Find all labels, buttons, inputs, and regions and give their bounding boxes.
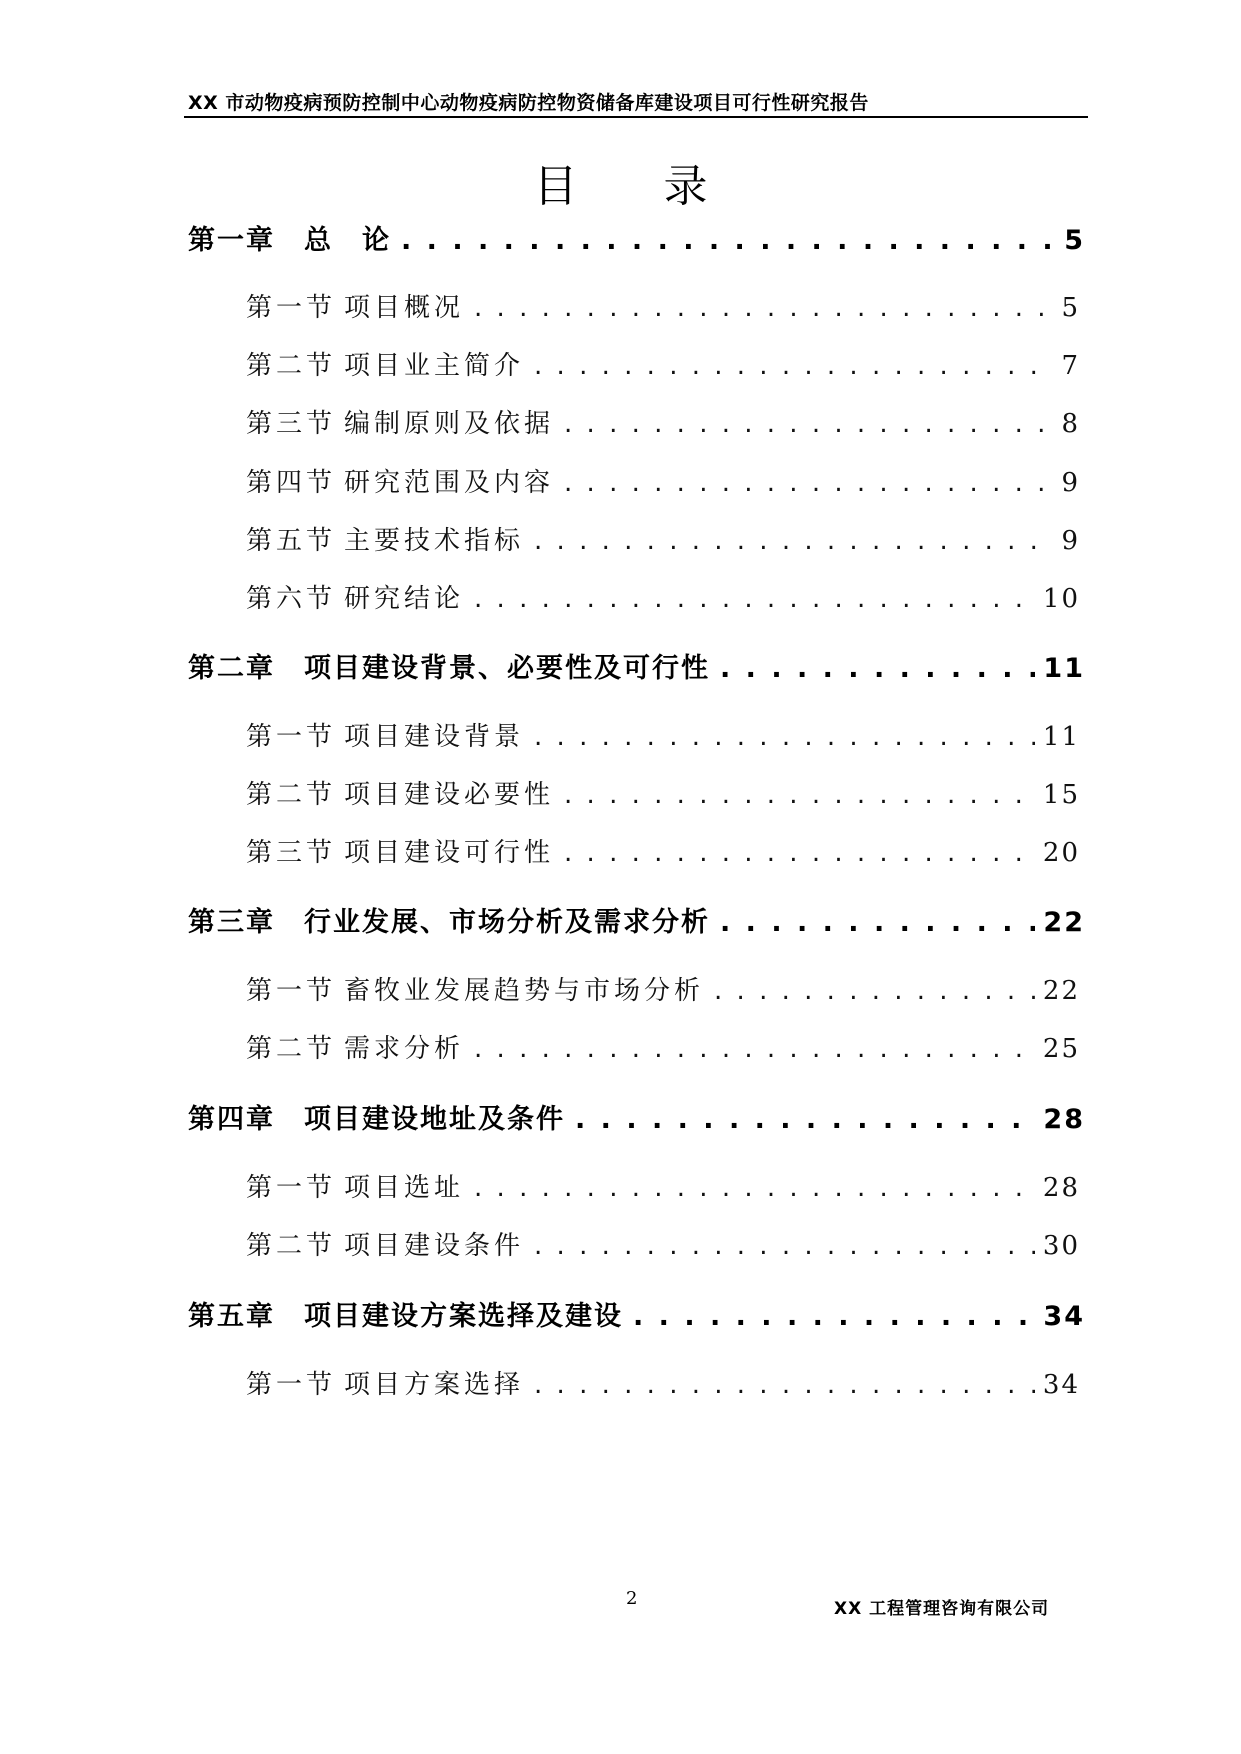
toc-entry-title: 研究范围及内容 [344, 468, 555, 498]
toc-section-4-2[interactable] [246, 1225, 1080, 1262]
toc-entry-page: 5 [1061, 293, 1080, 323]
toc-entry-page: 9 [1061, 526, 1080, 556]
toc-entry-title: 项目业主简介 [344, 351, 525, 381]
toc-entry-title: 项目建设背景、必要性及可行性 [304, 653, 710, 684]
toc-entry-number: 第一节 [246, 1173, 337, 1203]
toc-entry-page: 34 [1043, 1301, 1085, 1332]
toc-entry-title: 畜牧业发展趋势与市场分析 [344, 976, 705, 1006]
toc-entry-title: 项目建设可行性 [344, 838, 555, 868]
dot-leader [474, 1173, 1035, 1203]
toc-section-4-1[interactable] [246, 1167, 1080, 1204]
toc-entry-page: 9 [1061, 468, 1080, 498]
toc-entry-number: 第二节 [246, 351, 337, 381]
dot-leader [534, 1231, 1035, 1261]
dot-leader [564, 780, 1035, 810]
dot-leader [564, 838, 1035, 868]
toc-entry-page: 20 [1042, 838, 1080, 868]
toc-entry-page: 15 [1042, 780, 1080, 810]
toc-entry-page: 10 [1042, 584, 1080, 614]
header-rule [184, 116, 1088, 118]
toc-entry-page: 11 [1042, 722, 1080, 752]
dot-leader [633, 1301, 1035, 1332]
toc-entry-page: 11 [1043, 653, 1085, 684]
footer-page-number: 2 [626, 1588, 638, 1609]
toc-entry-page: 5 [1064, 225, 1085, 256]
dot-leader [534, 526, 1053, 556]
dot-leader [534, 1370, 1035, 1400]
toc-entry-title: 项目建设背景 [344, 722, 525, 752]
toc-entry-title: 项目建设条件 [344, 1231, 525, 1261]
toc-entry-title: 项目建设方案选择及建设 [304, 1301, 623, 1332]
toc-entry-number: 第五节 [246, 526, 337, 556]
toc-entry-number: 第二节 [246, 1231, 337, 1261]
toc-entry-number: 第一章 [188, 225, 275, 256]
toc-entry-number: 第六节 [246, 584, 337, 614]
toc-section-1-1[interactable] [246, 287, 1080, 324]
toc-entry-title: 行业发展、市场分析及需求分析 [304, 907, 710, 938]
dot-leader [720, 653, 1035, 684]
toc-entry-number: 第四章 [188, 1104, 275, 1135]
toc-entry-page: 7 [1061, 351, 1080, 381]
toc-section-1-5[interactable] [246, 520, 1080, 557]
toc-entry-number: 第二节 [246, 780, 337, 810]
toc-entry-number: 第四节 [246, 468, 337, 498]
toc-entry-title: 主要技术指标 [344, 526, 525, 556]
toc-entry-number: 第三节 [246, 409, 337, 439]
toc-entry-title: 项目方案选择 [344, 1370, 525, 1400]
toc-entry-page: 22 [1043, 907, 1085, 938]
toc-section-1-6[interactable] [246, 578, 1080, 615]
toc-chapter-1[interactable] [188, 218, 1085, 257]
toc-entry-number: 第五章 [188, 1301, 275, 1332]
toc-entry-title: 需求分析 [344, 1034, 465, 1064]
toc-entry-title: 项目建设地址及条件 [304, 1104, 565, 1135]
toc-entry-page: 34 [1042, 1370, 1080, 1400]
dot-leader [534, 351, 1053, 381]
toc-entry-number: 第三节 [246, 838, 337, 868]
toc-section-2-2[interactable] [246, 774, 1080, 811]
toc-section-5-1[interactable] [246, 1364, 1080, 1401]
toc-chapter-2[interactable] [188, 646, 1085, 685]
toc-entry-page: 28 [1043, 1104, 1085, 1135]
toc-chapter-5[interactable] [188, 1294, 1085, 1333]
dot-leader [474, 1034, 1035, 1064]
toc-entry-number: 第三章 [188, 907, 275, 938]
toc-entry-page: 22 [1042, 976, 1080, 1006]
toc-entry-page: 28 [1042, 1173, 1080, 1203]
toc-section-3-2[interactable] [246, 1028, 1080, 1065]
toc-entry-number: 第一节 [246, 1370, 337, 1400]
toc-entry-number: 第二节 [246, 1034, 337, 1064]
dot-leader [720, 907, 1035, 938]
dot-leader [575, 1104, 1035, 1135]
dot-leader [474, 293, 1053, 323]
toc-entry-title: 编制原则及依据 [344, 409, 555, 439]
dot-leader [714, 976, 1035, 1006]
toc-chapter-4[interactable] [188, 1097, 1085, 1136]
toc-section-2-3[interactable] [246, 832, 1080, 869]
toc-entry-title: 项目建设必要性 [344, 780, 555, 810]
toc-entry-title: 总 论 [304, 225, 391, 256]
toc-section-3-1[interactable] [246, 970, 1080, 1007]
footer-company-name: XX 工程管理咨询有限公司 [834, 1599, 1050, 1619]
toc-entry-title: 研究结论 [344, 584, 465, 614]
toc-entry-number: 第一节 [246, 976, 337, 1006]
toc-chapter-3[interactable] [188, 900, 1085, 939]
dot-leader [564, 409, 1053, 439]
toc-entry-page: 30 [1042, 1231, 1080, 1261]
toc-entry-title: 项目选址 [344, 1173, 465, 1203]
toc-entry-page: 25 [1042, 1034, 1080, 1064]
toc-entry-number: 第一节 [246, 722, 337, 752]
toc-entry-page: 8 [1061, 409, 1080, 439]
running-header: XX 市动物疫病预防控制中心动物疫病防控物资储备库建设项目可行性研究报告 [188, 92, 869, 114]
toc-entry-number: 第二章 [188, 653, 275, 684]
toc-entry-title: 项目概况 [344, 293, 465, 323]
toc-section-1-2[interactable] [246, 345, 1080, 382]
document-title: 目 录 [533, 161, 744, 212]
dot-leader [401, 225, 1056, 256]
dot-leader [474, 584, 1035, 614]
toc-entry-number: 第一节 [246, 293, 337, 323]
dot-leader [534, 722, 1035, 752]
toc-section-2-1[interactable] [246, 716, 1080, 753]
dot-leader [564, 468, 1053, 498]
toc-section-1-3[interactable] [246, 403, 1080, 440]
toc-section-1-4[interactable] [246, 462, 1080, 499]
